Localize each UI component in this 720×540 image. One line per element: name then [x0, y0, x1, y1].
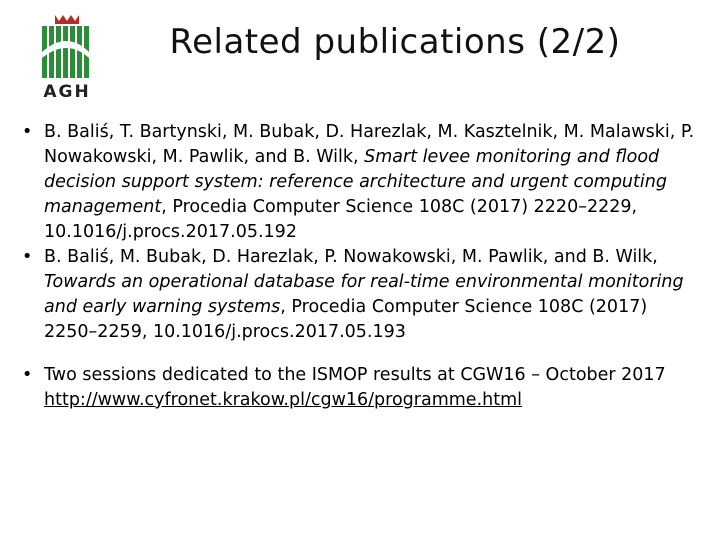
bullet: •	[22, 365, 33, 385]
citation-authors: B. Baliś, M. Bubak, D. Harezlak, P. Nowakowski, M. Pawlik, and B. Wilk,	[44, 247, 658, 267]
citation-title: Towards an operational database for real-time environmental monitoring and early warning systems	[44, 272, 684, 317]
list-item	[22, 245, 702, 345]
citation-details: , Procedia Computer Science 108C (2017) 2250–2259, 10.1016/j.procs.2017.05.193	[44, 297, 648, 342]
agh-logo	[38, 12, 96, 107]
publication-list	[22, 120, 702, 413]
list-item	[22, 120, 702, 245]
citation-authors: B. Baliś, T. Bartynski, M. Bubak, D. Harezlak, M. Kasztelnik, M. Malawski, P. Nowakowski, M. Pawlik, and B. Wilk,	[44, 122, 695, 167]
programme-link[interactable]: http://www.cyfronet.krakow.pl/cgw16/programme.html	[44, 390, 522, 410]
citation-title: Smart levee monitoring and flood decision support system: reference architecture and urgent computing management	[44, 147, 667, 217]
page-title: Related publications (2/2)	[169, 22, 621, 62]
bullet: •	[22, 122, 33, 142]
agh-university-logo-icon	[38, 12, 96, 82]
bullet: •	[22, 247, 33, 267]
logo-text: AGH	[43, 82, 91, 102]
list-item	[22, 363, 702, 413]
note-text: Two sessions dedicated to the ISMOP results at CGW16 – October 2017	[44, 365, 666, 385]
citation-details: , Procedia Computer Science 108C (2017) 2220–2229, 10.1016/j.procs.2017.05.192	[44, 197, 638, 242]
